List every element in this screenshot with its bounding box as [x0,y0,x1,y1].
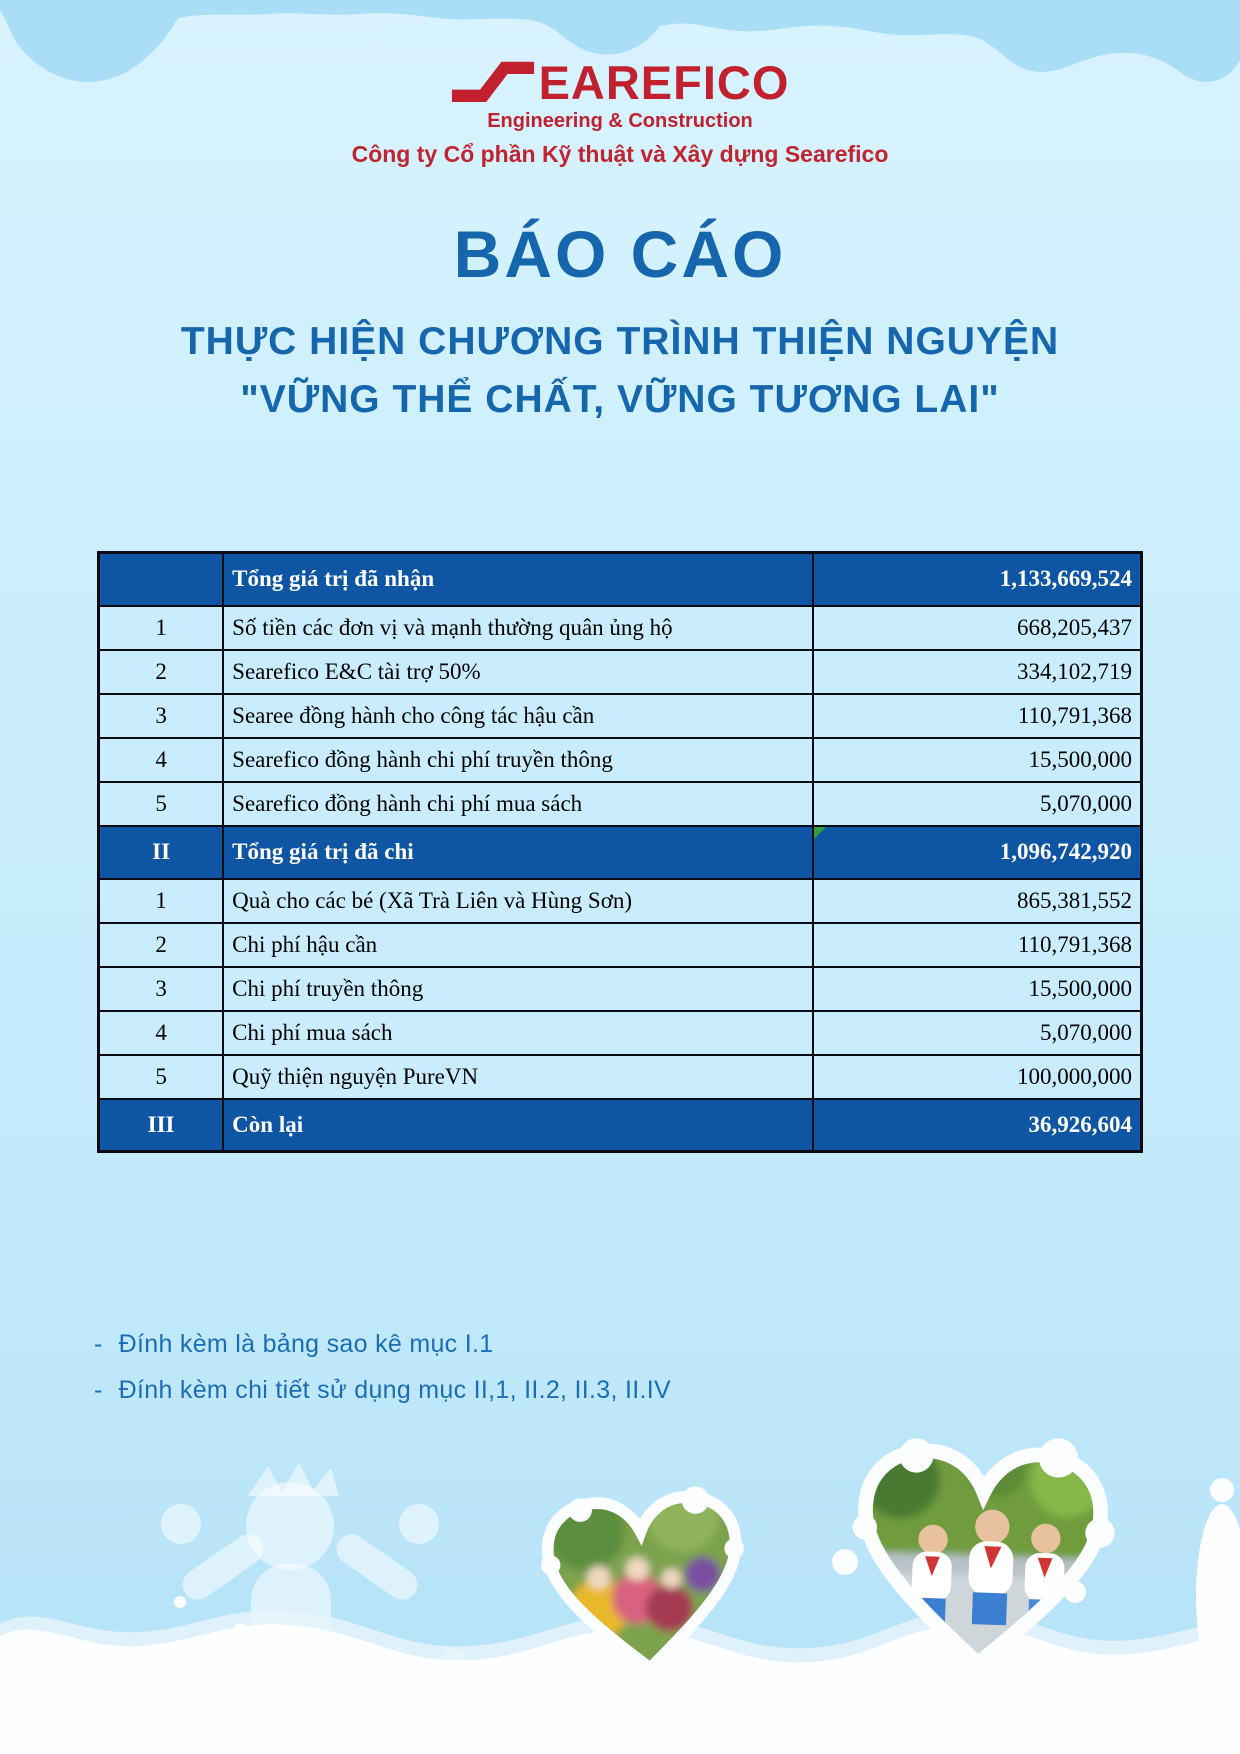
row-value-cell: 1,133,669,524 [813,553,1141,606]
row-label-cell: Searefico đồng hành chi phí mua sách [223,782,813,826]
row-number-cell: 5 [99,782,224,826]
heart-photo-children-running [852,1444,1110,1698]
table-row [99,1099,1142,1152]
report-subtitle-2: "VỮNG THỂ CHẤT, VỮNG TƯƠNG LAI" [240,378,1000,421]
row-label-cell: Searefico đồng hành chi phí truyền thông [223,738,813,782]
table-row [99,650,1142,694]
note-item [94,1330,671,1359]
table-row [99,879,1142,923]
table-row [99,1011,1142,1055]
row-number-cell: 4 [99,1011,224,1055]
row-value-cell: 110,791,368 [813,694,1141,738]
heart-photo-children-group [538,1489,751,1698]
table-row [99,782,1142,826]
table-row [99,553,1142,606]
row-value-cell: 1,096,742,920 [813,826,1141,879]
brand-name: EAREFICO [538,56,790,109]
row-value-cell: 5,070,000 [813,782,1141,826]
company-name: Công ty Cổ phần Kỹ thuật và Xây dựng Searefico [351,141,889,167]
row-number-cell: 4 [99,738,224,782]
report-table-body [99,553,1142,1152]
row-number-cell: 1 [99,879,224,923]
row-label-cell: Searefico E&C tài trợ 50% [223,650,813,694]
row-value-cell: 100,000,000 [813,1055,1141,1099]
row-label-cell: Quỹ thiện nguyện PureVN [223,1055,813,1099]
note-item [94,1376,671,1405]
table-row [99,606,1142,650]
row-label-cell: Chi phí mua sách [223,1011,813,1055]
table-row [99,967,1142,1011]
report-table [97,551,1143,1153]
row-value-cell: 334,102,719 [813,650,1141,694]
row-label-cell: Quà cho các bé (Xã Trà Liên và Hùng Sơn) [223,879,813,923]
note-text: Đính kèm chi tiết sử dụng mục II,1, II.2, II.3, II.IV [118,1376,671,1404]
row-value-cell: 668,205,437 [813,606,1141,650]
row-value-cell: 865,381,552 [813,879,1141,923]
row-label-cell: Tổng giá trị đã chi [223,826,813,879]
row-value-cell: 5,070,000 [813,1011,1141,1055]
row-number-cell: 1 [99,606,224,650]
row-label-cell: Tổng giá trị đã nhận [223,553,813,606]
searefico-s-glyph [451,58,535,104]
row-number-cell: 2 [99,923,224,967]
row-number-cell [99,553,224,606]
row-label-cell: Số tiền các đơn vị và mạnh thường quân ủng hộ [223,606,813,650]
notes-list [94,1330,671,1422]
row-number-cell: II [99,826,224,879]
row-value-cell: 36,926,604 [813,1099,1141,1152]
logo [0,56,1240,109]
note-text: Đính kèm là bảng sao kê mục I.1 [118,1330,494,1358]
row-number-cell: 3 [99,694,224,738]
report-subtitle-1: THỰC HIỆN CHƯƠNG TRÌNH THIỆN NGUYỆN [180,320,1060,363]
table-row [99,738,1142,782]
row-label-cell: Chi phí truyền thông [223,967,813,1011]
row-label-cell: Searee đồng hành cho công tác hậu cần [223,694,813,738]
report-title: BÁO CÁO [453,217,787,291]
table-row [99,694,1142,738]
brand-tagline: Engineering & Construction [487,110,753,132]
row-value-cell: 15,500,000 [813,967,1141,1011]
note-bullet: - [94,1376,103,1404]
row-number-cell: 2 [99,650,224,694]
row-value-cell: 15,500,000 [813,738,1141,782]
table-row [99,826,1142,879]
row-value-cell: 110,791,368 [813,923,1141,967]
note-bullet: - [94,1330,103,1358]
row-number-cell: 3 [99,967,224,1011]
row-number-cell: 5 [99,1055,224,1099]
table-row [99,923,1142,967]
table-row [99,1055,1142,1099]
row-label-cell: Còn lại [223,1099,813,1152]
row-label-cell: Chi phí hậu cần [223,923,813,967]
row-number-cell: III [99,1099,224,1152]
